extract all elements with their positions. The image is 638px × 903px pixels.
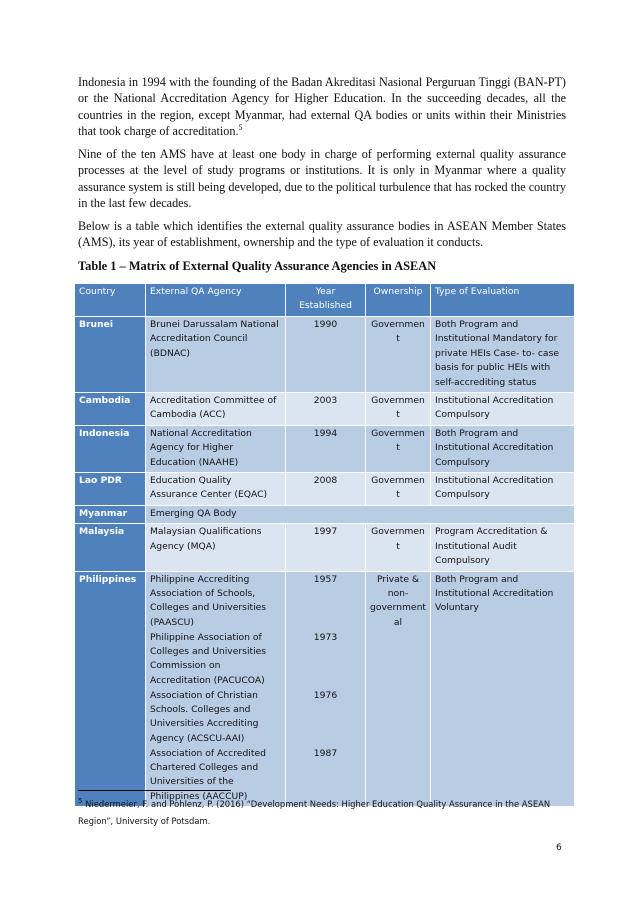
agency-cell: National Accreditation Agency for Higher Education (NAAHE) — [146, 425, 286, 472]
table-row — [75, 473, 575, 506]
year-value: 1957 — [313, 573, 338, 585]
year-cell: 2003 — [286, 393, 366, 426]
ownership-cell: Government — [366, 317, 431, 393]
table-caption: Table 1 – Matrix of External Quality Assurance Agencies in ASEAN — [78, 259, 437, 273]
agency-name: Philippine Association of Colleges and Universities Commission on Accreditation (PACUCOA) — [150, 631, 267, 686]
agency-cell: Accreditation Committee of Cambodia (ACC) — [146, 393, 286, 426]
ownership-cell: Government — [366, 524, 431, 571]
type-cell: Both Program and Institutional Accreditation Compulsory — [431, 425, 575, 472]
table-row — [75, 571, 575, 807]
year-value: 1987 — [313, 747, 338, 759]
footnote — [78, 796, 568, 830]
agency-cell — [146, 571, 286, 807]
paragraph-table-intro: Below is a table which identifies the external quality assurance bodies in ASEAN Member States (AMS), its year of establishment, ownership and the type of evaluation it conducts. — [78, 219, 566, 250]
paragraph-intro-text: Indonesia in 1994 with the founding of the Badan Akreditasi Nasional Perguruan Tinggi (BAN-PT) or the National Accreditation Agency for Higher Education. In the succeeding decades, all the countries in the region, except Myanmar, had external QA bodies or units within their Ministries that took charge of accreditation. — [78, 75, 566, 139]
ownership-cell: Government — [366, 425, 431, 472]
agency-name: Association of Christian Schools. Colleges and Universities Accrediting Agency (ACSCU-AAI) — [150, 689, 259, 744]
footnote-divider — [78, 790, 231, 791]
agency-name: Philippine Accrediting Association of Schools, Colleges and Universities (PAASCU) — [150, 573, 267, 628]
type-cell: Both Program and Institutional Mandatory for private HEIs Case- to- case basis for public HEIs with self-accrediting status — [431, 317, 575, 393]
type-cell: Both Program and Institutional Accreditation Voluntary — [431, 571, 575, 807]
qa-agencies-table — [74, 283, 575, 807]
table-row — [75, 505, 575, 523]
country-cell: Myanmar — [75, 505, 146, 523]
country-cell: Cambodia — [75, 393, 146, 426]
country-cell: Malaysia — [75, 524, 146, 571]
paragraph-intro — [78, 74, 566, 140]
agency-cell: Malaysian Qualifications Agency (MQA) — [146, 524, 286, 571]
year-cell: 1997 — [286, 524, 366, 571]
header-type: Type of Evaluation — [431, 284, 575, 317]
agency-cell: Emerging QA Body — [146, 505, 575, 523]
paragraph-ams: Nine of the ten AMS have at least one body in charge of performing external quality assurance processes at the level of study programs or institutions. It is only in Myanmar where a quality assurance system is still being developed, due to the political turbulence that has rocked the country in the last few decades. — [78, 147, 566, 211]
country-cell: Brunei — [75, 317, 146, 393]
type-cell: Program Accreditation & Institutional Audit Compulsory — [431, 524, 575, 571]
year-value: 1976 — [313, 689, 338, 701]
year-cell: 2008 — [286, 473, 366, 506]
ownership-cell: Government — [366, 393, 431, 426]
page-number: 6 — [556, 843, 562, 853]
year-cell: 1994 — [286, 425, 366, 472]
footnote-reference: 5 — [238, 123, 243, 133]
year-cell — [286, 571, 366, 807]
country-cell: Philippines — [75, 571, 146, 807]
table-row — [75, 393, 575, 426]
agency-name: Association of Accredited Chartered Colleges and Universities of the Philippines (AACCUP) — [150, 747, 266, 802]
footnote-text: Niedermeier, F. and Pohlenz, P. (2016) “Development Needs: Higher Education Quality Assurance in the ASEAN Region”, University of Potsdam. — [78, 799, 551, 826]
table-row — [75, 317, 575, 393]
footnote-mark: 5 — [78, 797, 83, 806]
header-country: Country — [75, 284, 146, 317]
header-year: Year Established — [286, 284, 366, 317]
country-cell: Lao PDR — [75, 473, 146, 506]
agency-cell: Education Quality Assurance Center (EQAC) — [146, 473, 286, 506]
table-row — [75, 425, 575, 472]
year-cell: 1990 — [286, 317, 366, 393]
header-ownership: Ownership — [366, 284, 431, 317]
year-value: 1973 — [313, 631, 338, 643]
type-cell: Institutional Accreditation Compulsory — [431, 393, 575, 426]
table-header-row — [75, 284, 575, 317]
ownership-cell: Government — [366, 473, 431, 506]
header-agency: External QA Agency — [146, 284, 286, 317]
country-cell: Indonesia — [75, 425, 146, 472]
ownership-cell: Private & non-government al — [366, 571, 431, 807]
table-row — [75, 524, 575, 571]
agency-cell: Brunei Darussalam National Accreditation Council (BDNAC) — [146, 317, 286, 393]
type-cell: Institutional Accreditation Compulsory — [431, 473, 575, 506]
